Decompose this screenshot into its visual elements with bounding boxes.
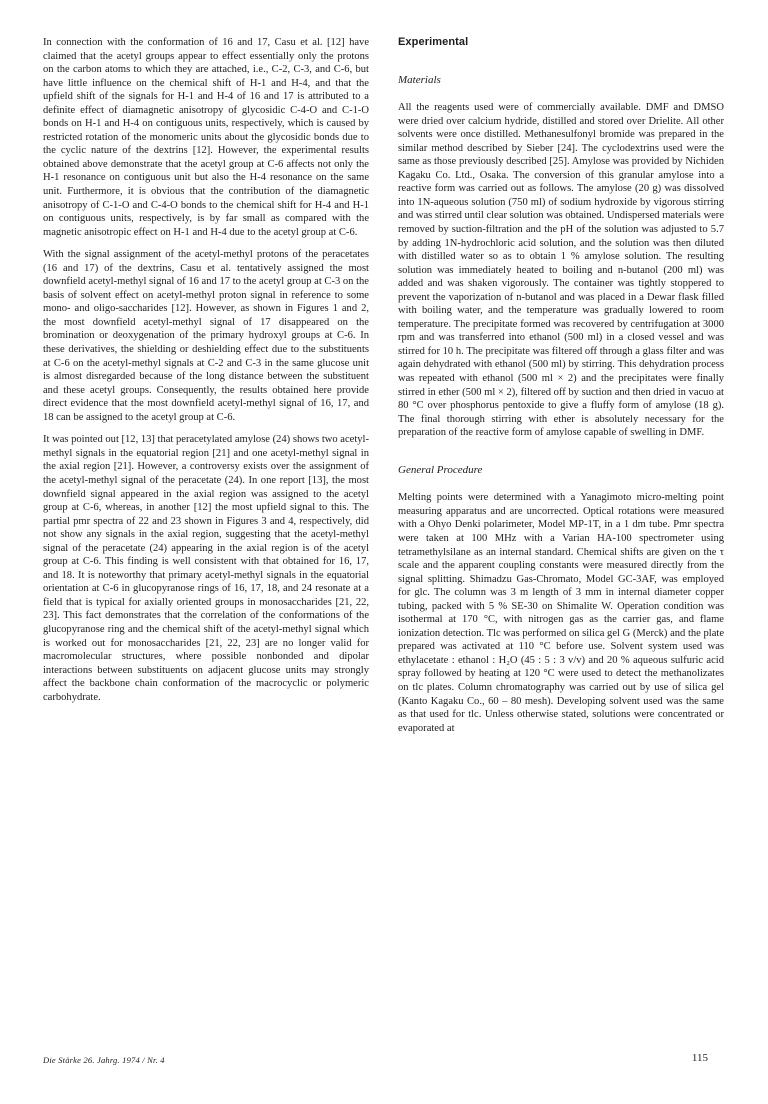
paragraph-conformation: In connection with the conformation of 16 and 17, Casu et al. [12] have claimed that the acetyl groups appear to effect essentially only the protons on the carbon atoms to which they are attached, i.e., C-2, C-3, and C-6, but have little influence on the chemical shift of H-1 and H-4, and that the upfield shift of the signals for H-1 and H-4 of 16 and 17 is attributed to a definite effect of diamagnetic anisotropy of glycosidic C-4-O and C-1-O bonds on H-1 and H-4 on contiguous units, respectively, which is caused by restricted rotation of the monomeric units about the glycosidic bonds due to the cyclic nature of the dextrins [12]. However, the experimental results obtained above demonstrate that the acetyl group at C-6 affects not only the H-1 resonance on contiguous unit but also the H-4 resonance on the same unit. Furthermore, it is obvious that the contribution of the diamagnetic anisotropy of C-1-O and C-4-O bonds to the chemical shift for H-4 and H-1 on contiguous units, respectively, is by far small as compared with the magnetic anisotropic effect on H-1 and H-4 due to the acetyl group at C-6. bbox=[43, 37, 369, 238]
section-title-experimental: Experimental bbox=[398, 36, 469, 48]
journal-citation: Die Stärke 26. Jahrg. 1974 / Nr. 4 bbox=[43, 1055, 165, 1065]
paragraph-materials: All the reagents used were of commercially available. DMF and DMSO were dried over calcium hydride, distilled and stored over Drielite. All other solvents were once distilled. Methanesulfonyl bromide was prepared in the similar method described by Sieber [24]. The cyclodextrins used were the same as those previously described [25]. Amylose was provided by Nichiden Kagaku Co. Ltd., Osaka. The conversion of this granular amylose into a reactive form was carried out as follows. The amylose (20 g) was dissolved into 1N-aqueous solution (750 ml) of sodium hydroxide by vigorous stirring and was stirred until clear solution was obtained. Undispersed materials were removed by suction-filtration and the pH of the solution was adjusted to 5.7 by adding 1N-hydrochloric acid solution, and the solution was then diluted with distilled water so as to obtain 1 % amylose solution. The resulting solution was immediately heated to boiling and n-butanol (200 ml) was added and was shaken vigorously. The container was tightly stoppered to prevent the vaporization of n-butanol and was placed in a Dewar flask filled with boiling water, and the temperature was gradually lowered to room temperature. The precipitate formed was recovered by centrifugation at 3000 rpm and was transferred into ethanol (500 ml) in a closed vessel and was stirred for 10 h. The precipitate was filtered off through a glass filter and was again dehydrated with ethanol (500 ml) by stirring. This dehydration process was repeated with ethanol (500 ml × 2) and the precipitates were finally stirred in ether (500 ml × 2), filtered off by suction and then dried in vacuo at 80 °C over phosphorus pentoxide to give a fluffy form of amylose (18 g). The final thorough stirring with ether is absolutely necessary for the preparation of the reactive form of amylose capable of swelling in DMF. bbox=[398, 102, 724, 439]
page-number: 115 bbox=[691, 1052, 708, 1064]
subheading-materials: Materials bbox=[398, 73, 441, 86]
paragraph-peracetylated-amylose: It was pointed out [12, 13] that peracetylated amylose (24) shows two acetyl-methyl signals in the equatorial region [21] and one acetyl-methyl signal in the axial region [21]. However, a controversy exists over the assignment of the acetyl-methyl signal of the peracetate (24). In one report [13], the most downfield signal appeared in the axial region was assigned to the acetyl group at C-6, whereas, in another [12] the most upfield signal to this. The partial pmr spectra of 22 and 23 shown in Figures 3 and 4, respectively, did not show any signals in the axial region, suggesting that the acetyl-methyl signal of the peracetate (24) appearing in the axial region is of the acetyl group at C-6. This finding is well consistent with that obtained for 16, 17, and 18. It is noteworthy that primary acetyl-methyl signals in the equatorial orientation at C-6 in glucopyranose rings of 16, 17, 18, and 24 resonate at a field that is typical for axially oriented groups in monosaccharides [21, 22, 23]. This fact demonstrates that the correlation of the conformations of the glucopyranose ring and the chemical shift of the acetyl-methyl signal which is worked out for monosaccharides [21, 22, 23] are no longer valid for macromolecular structures, where possible nonbonded and dipolar interactions between substituents on adjacent glucose units may strongly affect the backbone chain conformation of the macrocyclic or polymeric carbohydrate. bbox=[43, 434, 369, 703]
paragraph-general-procedure: Melting points were determined with a Yanagimoto micro-melting point measuring apparatus and are uncorrected. Optical rotations were measured with a Ohyo Denki polarimeter, Model MP-1T, in a 1 dm tube. Pmr spectra were taken at 100 MHz with a Varian HA-100 spectrometer using tetramethylsilane as an internal standard. Chemical shifts are given on the τ scale and the apparent coupling constants were measured directly from the signal splitting. Shimadzu Gas-Chromato, Model GC-3AF, was employed for glc. The column was 3 m length of 3 mm in internal diameter copper tubing, packed with 5 % SE-30 on Shimalite W. Operation condition was isothermal at 170 °C, with nitrogen gas as the carrier gas, and flame ionization detection. Tlc was performed on silica gel G (Merck) and the plate prepared was activated at 110 °C before use. Solvent system used was ethylacetate : ethanol : H₂O (45 : 5 : 3 v/v) and 20 % aqueous sulfuric acid spray followed by heating at 120 °C were used to detect the methanolizates on tlc plates. Column chromatography was carried out by use of silica gel (Kanto Kagaku Co., 60 – 80 mesh). Developing solvent used was the same as that used for tlc. Unless otherwise stated, solutions were concentrated or evaporated at bbox=[398, 492, 724, 734]
right-column bbox=[398, 36, 724, 742]
paragraph-signal-assignment: With the signal assignment of the acetyl-methyl protons of the peracetates (16 and 17) of the dextrins, Casu et al. tentatively assigned the most downfield acetyl-methyl signal of 16 and 17 to the acetyl group at C-3 on the basis of solvent effect on acetyl-methyl proton signal in reference to some mono- and oligo-saccharides [12]. However, as shown in Figures 1 and 2, the most downfield acetyl-methyl signal of 17 disappeared on the bromination or deoxygenation of the primary hydroxyl groups at C-6. In these derivatives, the shielding or deshielding effect due to the substituents at C-6 on the acetyl-methyl signals at C-2 and C-3 in the same glucose unit is almost disregarded because of the long distance between the substituent and these acetyl groups. Consequently, the results obtained here provide direct evidence that the most downfield acetyl-methyl signal of 16, 17, and 18 can be assigned to the acetyl group at C-6. bbox=[43, 249, 369, 423]
subheading-general-procedure: General Procedure bbox=[398, 463, 483, 476]
left-column bbox=[43, 36, 369, 713]
